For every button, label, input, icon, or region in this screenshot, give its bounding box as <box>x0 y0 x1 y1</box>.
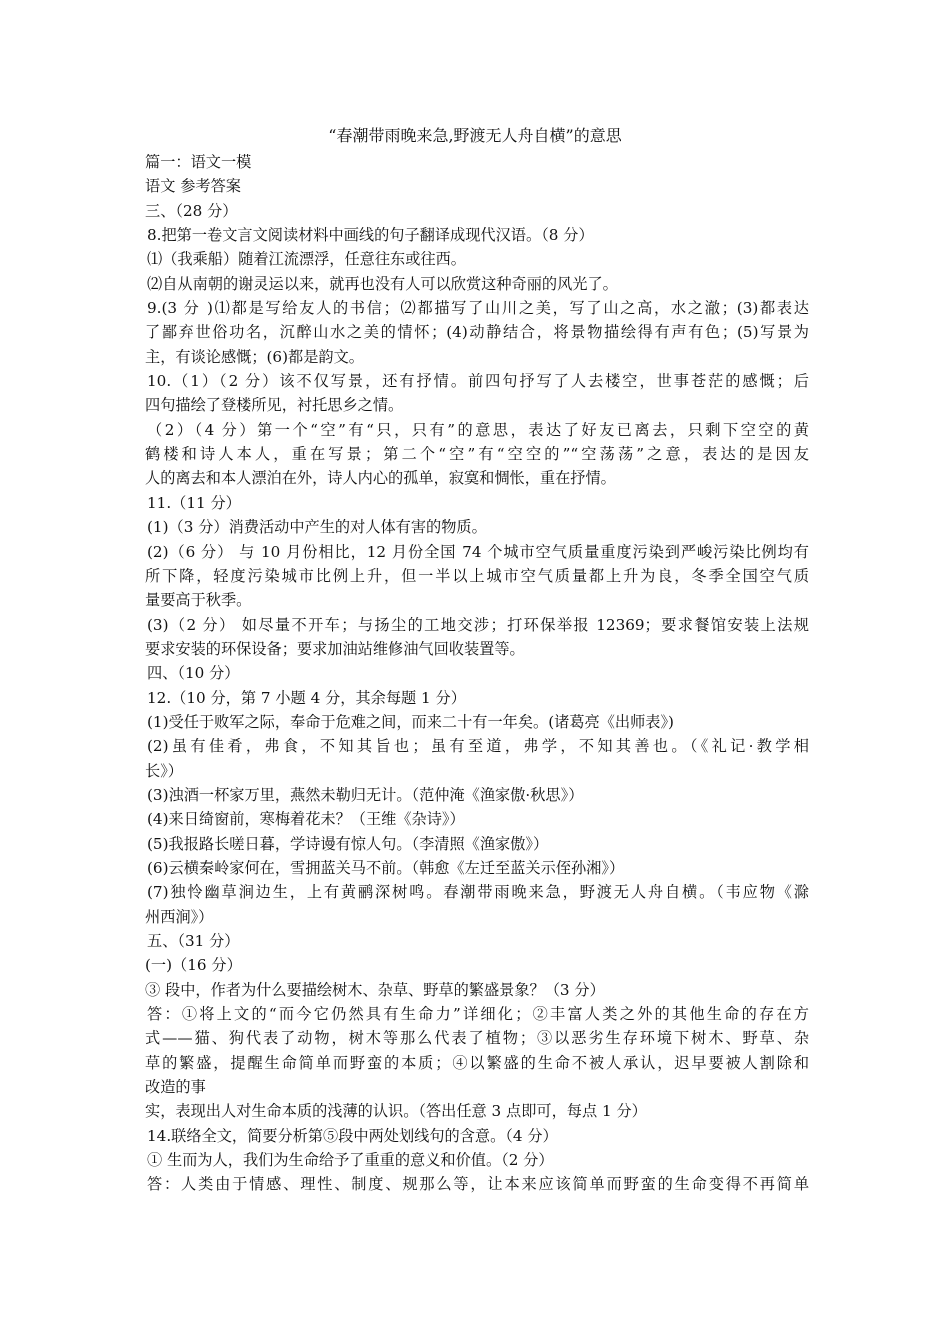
text-line: (一)（16 分） <box>145 956 242 975</box>
text-line: 量要高于秋季。 <box>145 591 252 610</box>
text-line: (1)（3 分）消费活动中产生的对人体有害的物质。 <box>147 518 487 537</box>
text-line: 主，有谈论感慨；(6)都是韵文。 <box>145 347 364 366</box>
text-line: (7)独怜幽草涧边生，上有黄鹂深树鸣。春潮带雨晚来急，野渡无人舟自横。（韦应物《滁 <box>147 883 809 902</box>
text-line: 四、（10 分） <box>147 664 240 683</box>
text-line: 了鄙弃世俗功名，沉醉山水之美的情怀；(4)动静结合，将景物描绘得有声有色；(5)写景为 <box>145 323 809 342</box>
text-line: 语文 参考答案 <box>145 177 241 196</box>
text-line: 三、（28 分） <box>145 201 238 220</box>
text-line: 实，表现出人对生命本质的浅薄的认识。（答出任意 3 点即可，每点 1 分） <box>145 1102 647 1121</box>
text-line: (5)我报路长嗟日暮，学诗谩有惊人句。（李清照《渔家傲》） <box>147 834 549 853</box>
text-line: ⑵自从南朝的谢灵运以来，就再也没有人可以欣赏这种奇丽的风光了。 <box>147 274 618 293</box>
text-line: 10.（1）（2 分）该不仅写景，还有抒情。前四句抒写了人去楼空，世事苍茫的感慨；后 <box>147 372 809 391</box>
text-line: (6)云横秦岭家何在，雪拥蓝关马不前。（韩愈《左迁至蓝关示侄孙湘》） <box>147 858 625 877</box>
text-line: 答：人类由于情感、理性、制度、规那么等，让本来应该简单而野蛮的生命变得不再简单 <box>147 1175 809 1194</box>
text-line: 篇一：语文一模 <box>145 153 252 171</box>
text-line: 草的繁盛，提醒生命简单而野蛮的本质；④以繁盛的生命不被人承认，迟早要被人割除和 <box>145 1053 809 1072</box>
text-line: ③ 段中，作者为什么要描绘树木、杂草、野草的繁盛景象？（3 分） <box>145 980 605 999</box>
text-line: ① 生而为人，我们为生命给予了重重的意义和价值。（2 分） <box>147 1151 554 1170</box>
text-line: 所下降，轻度污染城市比例上升，但一半以上城市空气质量都上升为良，冬季全国空气质 <box>145 566 809 585</box>
text-line: (3)浊酒一杯家万里，燕然未勒归无计。（范仲淹《渔家傲·秋思》） <box>147 785 584 804</box>
text-line: 12.（10 分，第 7 小题 4 分，其余每题 1 分） <box>147 688 466 707</box>
text-line: 式——猫、狗代表了动物，树木等那么代表了植物；③以恶劣生存环境下树木、野草、杂 <box>145 1029 809 1048</box>
text-line: 四句描绘了登楼所见，衬托思乡之情。 <box>145 396 404 415</box>
text-line: ⑴（我乘船）随着江流漂浮，任意往东或往西。 <box>147 250 466 269</box>
text-line: 答：①将上文的“而今它仍然具有生命力”详细化；②丰富人类之外的其他生命的存在方 <box>147 1005 809 1024</box>
text-line: (3)（2 分） 如尽量不开车；与扬尘的工地交涉；打环保举报 12369；要求餐馆安装上法规 <box>147 615 809 634</box>
text-line: 14.联络全文，简要分析第⑤段中两处划线句的含意。（4 分） <box>147 1126 558 1145</box>
text-line: 人的离去和本人漂泊在外，诗人内心的孤单，寂寞和惆怅，重在抒情。 <box>145 469 616 488</box>
text-line: 长》） <box>145 761 183 780</box>
document-body <box>145 150 809 1197</box>
text-line: (2)虽有佳肴，弗食，不知其旨也；虽有至道，弗学，不知其善也。（《礼记·教学相 <box>147 737 809 756</box>
text-line: 鹤楼和诗人本人，重在写景；第二个“空”有“空空的”“空荡荡”之意，表达的是因友 <box>145 445 809 464</box>
document-title: “春潮带雨晚来急,野渡无人舟自横”的意思 <box>328 126 622 145</box>
text-line: 9.(3 分 )⑴都是写给友人的书信；⑵都描写了山川之美，写了山之高，水之澈；(3)都表达 <box>147 299 809 318</box>
text-line: 改造的事 <box>145 1078 206 1097</box>
text-line: （2）（4 分）第一个“空”有“只，只有”的意思，表达了好友已离去，只剩下空空的黄 <box>147 420 809 439</box>
text-line: 要求安装的环保设备；要求加油站维修油气回收装置等。 <box>145 639 525 658</box>
text-line: 五、（31 分） <box>147 932 240 950</box>
text-line: 8.把第一卷文言文阅读材料中画线的句子翻译成现代汉语。（8 分） <box>147 226 594 245</box>
text-line: 11.（11 分） <box>147 493 241 512</box>
text-line: (4)来日绮窗前，寒梅着花未？（王维《杂诗》） <box>147 810 465 829</box>
text-line: (1)受任于败军之际，奉命于危难之间，而来二十有一年矣。(诸葛亮《出师表》) <box>147 712 674 731</box>
text-line: 州西涧》） <box>145 907 214 926</box>
text-line: (2)（6 分） 与 10 月份相比，12 月份全国 74 个城市空气质量重度污染到严峻污染比例均有 <box>147 542 809 561</box>
